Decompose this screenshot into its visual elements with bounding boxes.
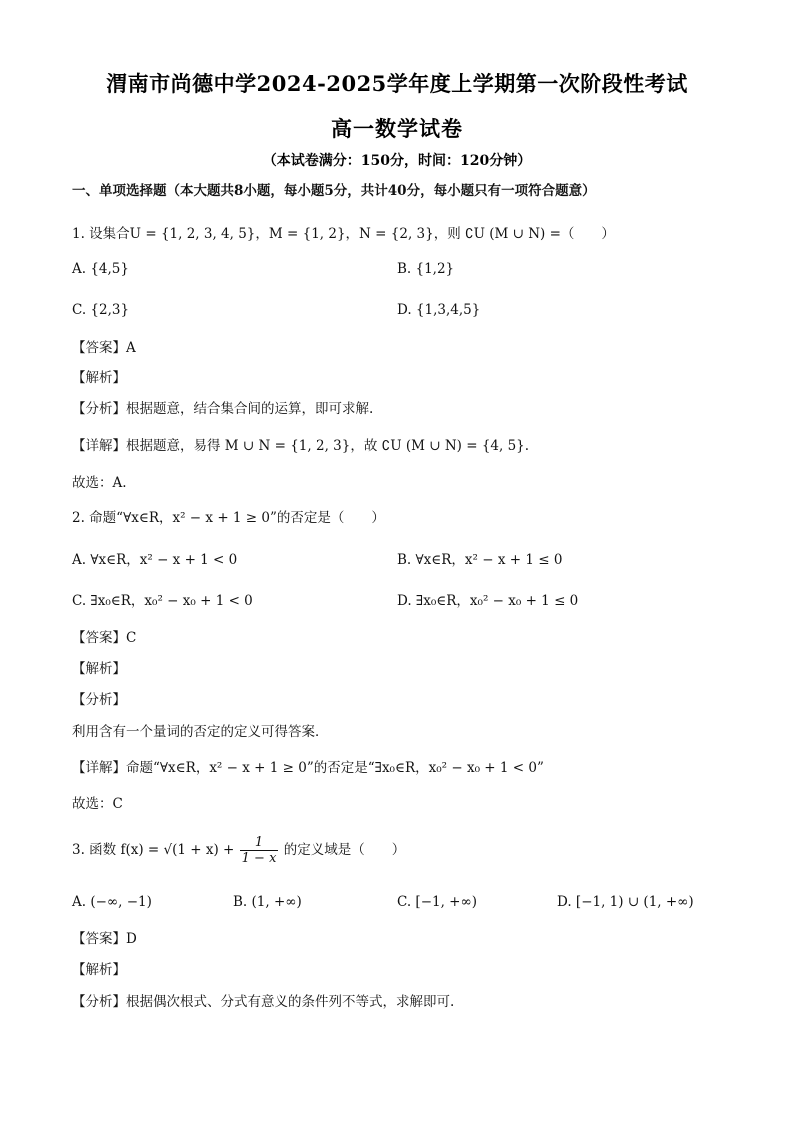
q2-answer: 【答案】C <box>72 630 137 646</box>
q2-option-b: B. ∀x∈R，x² − x + 1 ≤ 0 <box>397 552 563 568</box>
q3-answer: 【答案】D <box>72 931 137 947</box>
q3-option-a: A. (−∞, −1) <box>72 894 152 910</box>
q1-choice: 故选：A. <box>72 475 127 491</box>
q2-option-d: D. ∃x₀∈R，x₀² − x₀ + 1 ≤ 0 <box>397 593 579 609</box>
q1-detail: 【详解】根据题意，易得 M ∪ N = {1, 2, 3}，故 ∁U (M ∪ N) = {4, 5}. <box>72 438 530 454</box>
q3-stem <box>72 833 405 867</box>
q1-option-a: A. {4,5} <box>72 261 129 277</box>
q2-choice: 故选：C <box>72 796 123 812</box>
q1-fenxi: 【分析】根据题意，结合集合间的运算，即可求解. <box>72 401 374 417</box>
q2-option-a: A. ∀x∈R，x² − x + 1 < 0 <box>72 552 238 568</box>
q3-option-c: C. [−1, +∞) <box>397 894 478 910</box>
q3-fraction-denominator: 1 − x <box>241 851 277 866</box>
q1-answer: 【答案】A <box>72 340 136 356</box>
exam-title: 渭南市尚德中学2024-2025学年度上学期第一次阶段性考试 <box>106 71 688 96</box>
q2-detail: 【详解】命题“∀x∈R，x² − x + 1 ≥ 0”的否定是“∃x₀∈R，x₀² − x₀ + 1 < 0” <box>72 760 544 776</box>
section-heading: 一、单项选择题（本大题共8小题，每小题5分，共计40分，每小题只有一项符合题意） <box>72 183 596 199</box>
q1-option-d: D. {1,3,4,5} <box>397 302 481 318</box>
q3-fenxi: 【分析】根据偶次根式、分式有意义的条件列不等式，求解即可. <box>72 994 455 1010</box>
q2-analysis-label: 【解析】 <box>72 661 126 677</box>
q1-option-c: C. {2,3} <box>72 302 130 318</box>
q2-stem: 2. 命题“∀x∈R，x² − x + 1 ≥ 0”的否定是（ ） <box>72 510 385 526</box>
q1-option-b: B. {1,2} <box>397 261 455 277</box>
q3-stem-prefix: 3. 函数 f(x) = √(1 + x) + <box>72 842 235 858</box>
q3-option-d: D. [−1, 1) ∪ (1, +∞) <box>557 894 694 910</box>
q3-analysis-label: 【解析】 <box>72 962 126 978</box>
q3-option-b: B. (1, +∞) <box>233 894 302 910</box>
q1-stem: 1. 设集合U = {1, 2, 3, 4, 5}，M = {1, 2}，N = {2, 3}，则 ∁U (M ∪ N) =（ ） <box>72 226 615 242</box>
q2-fenxi-label: 【分析】 <box>72 692 126 708</box>
q1-analysis-label: 【解析】 <box>72 370 126 386</box>
q2-option-c: C. ∃x₀∈R，x₀² − x₀ + 1 < 0 <box>72 593 253 609</box>
q3-fraction <box>240 835 279 866</box>
exam-note: （本试卷满分：150分，时间：120分钟） <box>262 153 532 169</box>
exam-subtitle: 高一数学试卷 <box>331 116 463 141</box>
q3-fraction-numerator: 1 <box>240 835 279 851</box>
q2-fenxi-text: 利用含有一个量词的否定的定义可得答案． <box>72 724 329 740</box>
q3-stem-suffix: 的定义域是（ ） <box>283 842 406 858</box>
